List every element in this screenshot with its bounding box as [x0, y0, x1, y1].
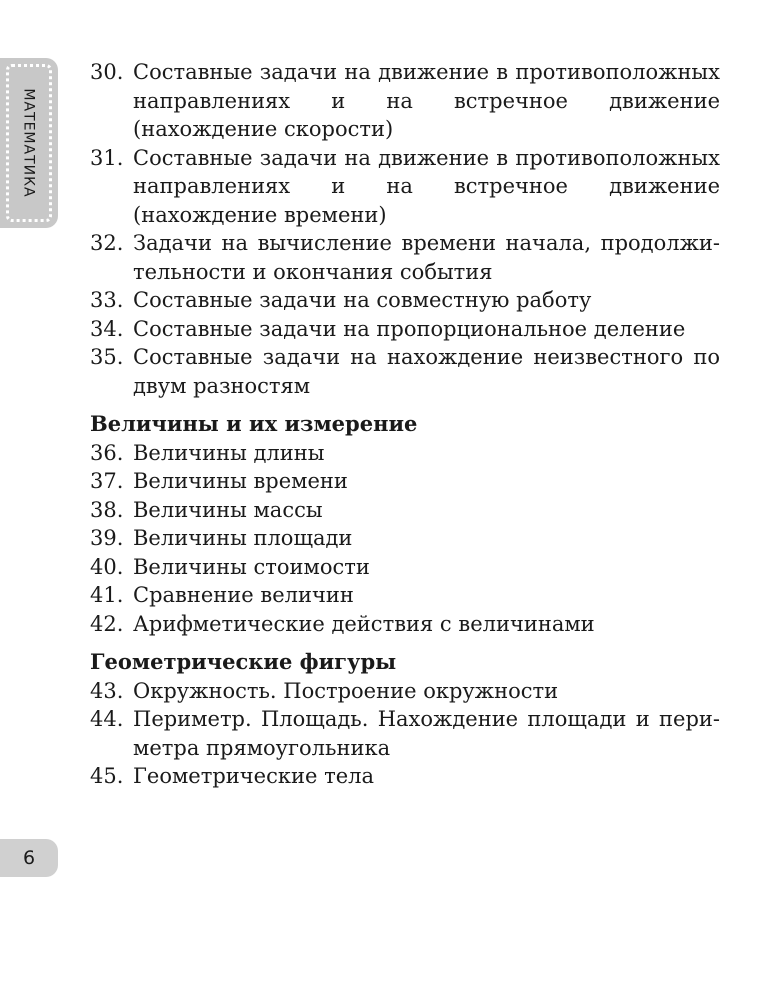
item-number: 33. [90, 288, 124, 312]
side-tab-label: МАТЕМАТИКА [21, 88, 38, 198]
list-item [90, 705, 720, 762]
item-text: Периметр. Площадь. Нахождение площади и периметра прямоугольника [133, 707, 720, 760]
list-item [90, 496, 720, 525]
item-number: 34. [90, 316, 124, 341]
section-heading-quantities: Величины и их измерение [90, 411, 418, 436]
item-number: 41. [90, 583, 124, 607]
list-item [90, 286, 720, 315]
item-number: 42. [90, 611, 124, 636]
page-content [90, 58, 720, 791]
item-text: Величины времени [133, 469, 348, 493]
page-number: 6 [0, 839, 58, 877]
item-number: 36. [90, 440, 124, 465]
item-number: 45. [90, 764, 124, 788]
item-text: Сравнение величин [133, 583, 354, 607]
item-number: 43. [90, 678, 124, 703]
list-item [90, 439, 720, 468]
list-item [90, 581, 720, 610]
item-text: Величины стоимости [133, 554, 370, 579]
item-number: 35. [90, 345, 124, 369]
item-text: Величины массы [133, 497, 323, 522]
item-number: 40. [90, 554, 124, 579]
list-item [90, 229, 720, 286]
item-number: 37. [90, 469, 124, 493]
list-item [90, 467, 720, 496]
item-text: Составные задачи на движение в противоположных направлениях и на встречное движение (нахождение скорости) [133, 60, 720, 141]
section-heading-geometry: Геометрические фигуры [90, 649, 397, 674]
list-item [90, 610, 720, 639]
item-number: 30. [90, 60, 124, 84]
item-number: 32. [90, 231, 124, 255]
item-text: Составные задачи на нахождение неизвестного по двум разностям [133, 345, 720, 398]
item-text: Составные задачи на движение в противоположных направлениях и на встречное движение (нахождение времени) [133, 145, 720, 227]
item-number: 44. [90, 707, 124, 731]
item-text: Величины площади [133, 526, 353, 550]
item-text: Окружность. Построение окружности [133, 678, 559, 703]
item-text: Составные задачи на пропорциональное деление [133, 316, 686, 341]
item-text: Задачи на вычисление времени начала, продолжительности и окончания события [133, 231, 720, 284]
item-text: Арифметические действия с величинами [133, 611, 595, 636]
item-number: 39. [90, 526, 124, 550]
list-item [90, 58, 720, 144]
list-item [90, 553, 720, 582]
item-text: Величины длины [133, 440, 325, 465]
list-item [90, 762, 720, 791]
item-text: Составные задачи на совместную работу [133, 288, 592, 312]
section-side-tab [0, 58, 58, 228]
list-item [90, 677, 720, 706]
item-number: 38. [90, 497, 124, 522]
list-item [90, 315, 720, 344]
item-text: Геометрические тела [133, 764, 374, 788]
item-number: 31. [90, 145, 124, 170]
list-item [90, 343, 720, 400]
list-item [90, 524, 720, 553]
list-item [90, 144, 720, 230]
